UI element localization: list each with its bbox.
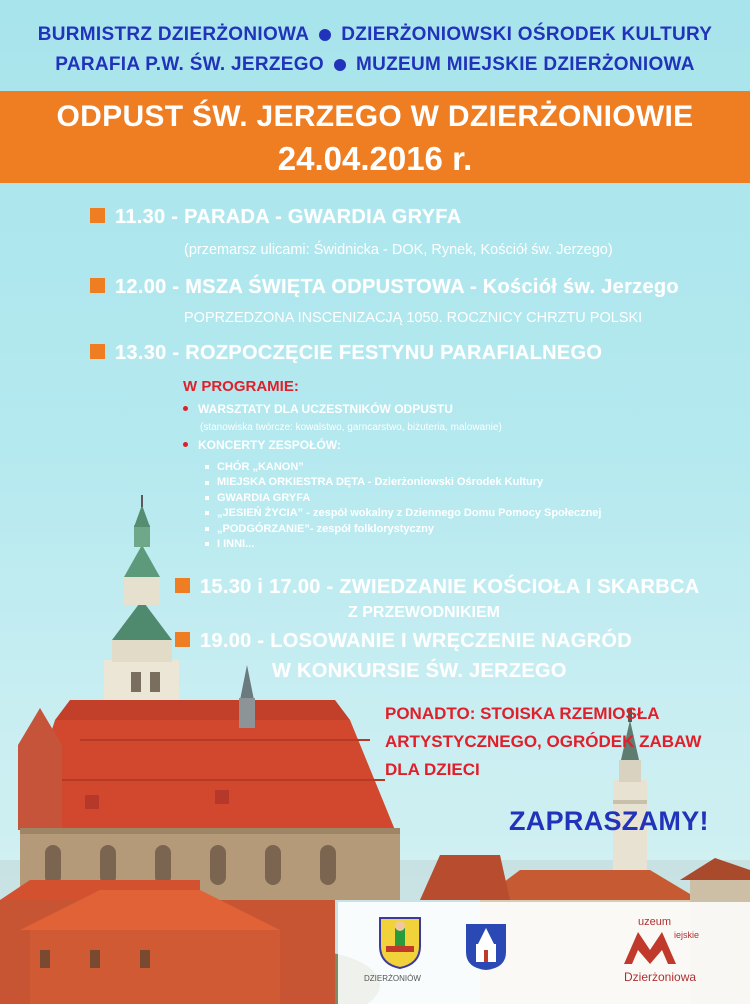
museum-logo-icon xyxy=(620,924,680,966)
museum-caption-bottom: Dzierżoniowa xyxy=(624,970,697,984)
organizers-line-1 xyxy=(0,20,750,50)
organizers-line-2 xyxy=(0,50,750,80)
extras-line: ARTYSTYCZNEGO, OGRÓDEK ZABAW xyxy=(385,732,702,751)
schedule-item-label: 12.00 - MSZA ŚWIĘTA ODPUSTOWA - Kościół św. Jerzego xyxy=(115,276,679,298)
red-bullet-icon xyxy=(183,442,188,447)
list-item: MIEJSKA ORKIESTRA DĘTA - Dzierżoniowski Ośrodek Kultury xyxy=(205,475,601,490)
schedule-item-parade-route: (przemarsz ulicami: Świdnicka - DOK, Rynek, Kościół św. Jerzego) xyxy=(184,242,613,258)
schedule-item-festival xyxy=(90,342,602,365)
list-item: I INNI... xyxy=(205,537,601,552)
event-title: ODPUST ŚW. JERZEGO W DZIERŻONIOWIE xyxy=(56,100,694,133)
bullet-icon xyxy=(205,496,209,500)
schedule-item-label: 19.00 - LOSOWANIE I WRĘCZENIE NAGRÓD xyxy=(200,630,632,652)
organizer-mayor: BURMISTRZ DZIERŻONIOWA xyxy=(37,24,310,45)
schedule-item-mass xyxy=(90,276,679,299)
list-item: GWARDIA GRYFA xyxy=(205,491,601,506)
organizer-museum: MUZEUM MIEJSKIE DZIERŻONIOWA xyxy=(355,54,695,75)
schedule-item-label: 13.30 - ROZPOCZĘCIE FESTYNU PARAFIALNEGO xyxy=(115,342,603,364)
schedule-item-tour-note: Z PRZEWODNIKIEM xyxy=(348,604,500,621)
program-concerts xyxy=(183,438,341,452)
orange-square-icon xyxy=(90,208,105,223)
parish-emblem-icon xyxy=(464,922,508,972)
city-coat-of-arms-icon xyxy=(378,916,422,970)
bullet-icon xyxy=(334,59,346,71)
bullet-icon xyxy=(319,29,331,41)
organizer-parish: PARAFIA P.W. ŚW. JERZEGO xyxy=(55,54,324,75)
program-workshops-note: (stanowiska twórcze: kowalstwo, garncarstwo, biżuteria, malowanie) xyxy=(200,422,502,433)
list-item: CHÓR „KANON” xyxy=(205,460,601,475)
bullet-icon xyxy=(205,542,209,546)
list-item: „JESIEŃ ŻYCIA” - zespół wokalny z Dziennego Domu Pomocy Społecznej xyxy=(205,506,601,521)
bullet-icon xyxy=(205,481,209,485)
orange-square-icon xyxy=(175,578,190,593)
orange-square-icon xyxy=(175,632,190,647)
red-bullet-icon xyxy=(183,406,188,411)
schedule-item-parade xyxy=(90,206,461,229)
schedule-item-prizes xyxy=(175,630,632,653)
extras-line: PONADTO: STOISKA RZEMIOSŁA xyxy=(385,704,660,723)
organizer-culture-center: DZIERŻONIOWSKI OŚRODEK KULTURY xyxy=(341,24,713,45)
museum-caption-top: uzeum xyxy=(638,916,672,928)
schedule-item-tour xyxy=(175,576,700,599)
schedule-item-label: 11.30 - PARADA - GWARDIA GRYFA xyxy=(115,206,462,228)
logos-panel xyxy=(338,902,750,1004)
schedule-item-prizes-note: W KONKURSIE ŚW. JERZEGO xyxy=(272,660,567,682)
schedule-item-mass-note: POPRZEDZONA INSCENIZACJĄ 1050. ROCZNICY CHRZTU POLSKI xyxy=(184,310,643,326)
program-workshops xyxy=(183,402,453,416)
museum-caption-side: iejskie xyxy=(674,930,700,940)
extras-text xyxy=(385,700,701,784)
extras-line: DLA DZIECI xyxy=(385,760,480,779)
program-concerts-label: KONCERTY ZESPOŁÓW: xyxy=(198,438,341,452)
list-item: „PODGÓRZANIE”- zespół folklorystyczny xyxy=(205,522,601,537)
organizers xyxy=(0,20,750,80)
invite-text: ZAPRASZAMY! xyxy=(509,806,709,836)
program-workshops-label: WARSZTATY DLA UCZESTNIKÓW ODPUSTU xyxy=(198,402,453,416)
orange-square-icon xyxy=(90,344,105,359)
title-band xyxy=(0,91,750,183)
band-list xyxy=(205,460,601,552)
bullet-icon xyxy=(205,511,209,515)
schedule-item-label: 15.30 i 17.00 - ZWIEDZANIE KOŚCIOŁA I SKARBCA xyxy=(200,576,700,598)
city-caption: DZIERŻONIÓW xyxy=(364,974,421,983)
bullet-icon xyxy=(205,527,209,531)
program-title: W PROGRAMIE: xyxy=(183,378,299,395)
orange-square-icon xyxy=(90,278,105,293)
event-date: 24.04.2016 r. xyxy=(277,140,473,177)
bullet-icon xyxy=(205,465,209,469)
